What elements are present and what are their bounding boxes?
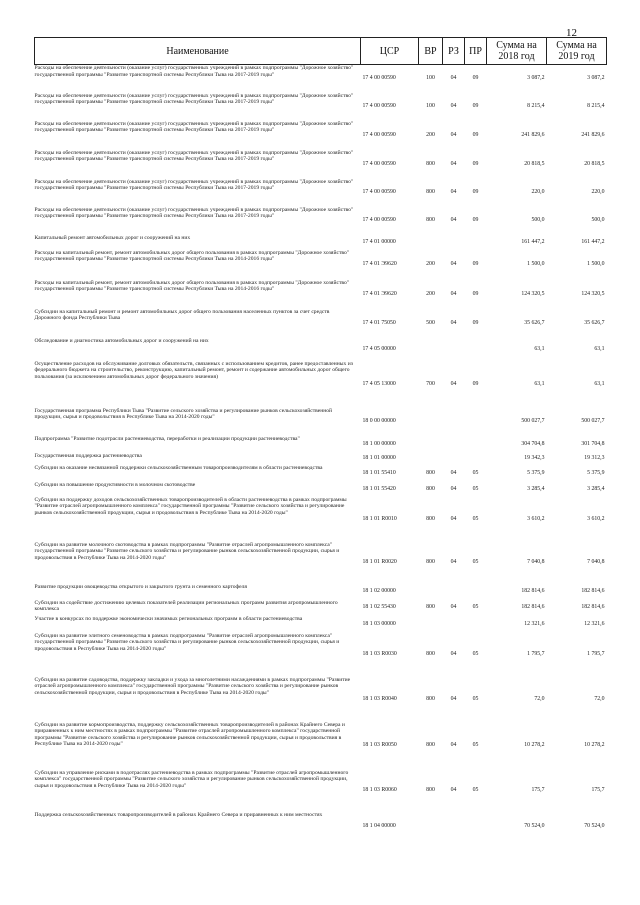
cell-vr bbox=[419, 408, 443, 436]
cell-sum-2018: 19 342,3 bbox=[524, 455, 545, 462]
cell-csr: 17 4 01 Э9620 bbox=[362, 290, 397, 297]
cell-csr: 17 4 00 00590 bbox=[362, 189, 396, 196]
cell-sum-2018: 20 818,5 bbox=[524, 160, 545, 167]
table-body bbox=[35, 65, 607, 842]
cell-name: Расходы на капитальный ремонт, ремонт автомобильных дорог общего пользования в рамках подпрограммы "Дорожное хозяйство" государственной программы "Развитие транспортной системы Республики Тыва на 2014-2016 годы" bbox=[34, 279, 350, 293]
cell-vr: 800 bbox=[426, 695, 435, 702]
cell-pr: 05 bbox=[472, 695, 479, 702]
cell-sum-2018: 1 795,7 bbox=[527, 651, 545, 658]
cell-rz: 04 bbox=[450, 469, 457, 476]
cell-rz: 04 bbox=[450, 103, 457, 110]
cell-csr: 17 4 00 00590 bbox=[362, 103, 396, 110]
cell-pr: 09 bbox=[472, 103, 479, 110]
cell-rz: 04 bbox=[450, 651, 457, 658]
cell-sum-2018: 124 320,5 bbox=[521, 290, 545, 297]
cell-sum-2018: 220,0 bbox=[531, 189, 545, 196]
cell-vr: 500 bbox=[426, 319, 435, 326]
cell-name: Субсидии на развитие кормопроизводства, поддержку сельскохозяйственных товаропроизводителей в районах Крайнего Севера и приравненных к ним местностях в рамках подпрограммы "Развитие отраслей агропромышленного комплекса" государственной программы "Развитие сельского хозяйства и регулирование рынков сельскохозяйственной продукции, сырья и продовольствия в Республике Тыва на 2014-2020 годы" bbox=[34, 721, 345, 748]
cell-vr: 800 bbox=[426, 160, 435, 167]
cell-sum-2018: 8 215,4 bbox=[527, 103, 545, 110]
cell-sum-2019: 241 829,6 bbox=[581, 131, 605, 138]
table-row bbox=[35, 453, 607, 465]
cell-name: Субсидии на развитие садоводства, поддержку закладки и ухода за многолетними насаждениями в рамках подпрограммы "Развитие отраслей агропромышленного комплекса" государственной программы "Развитие сельского хозяйства и регулирование рынков сельскохозяйственной продукции, сырья и продовольствия в Республике Тыва на 2014-2020 годы" bbox=[34, 676, 351, 696]
cell-rz: 04 bbox=[450, 604, 457, 611]
cell-name: Поддержка сельскохозяйственных товаропроизводителей в районах Крайнего Севера и приравненных к ним местностях bbox=[34, 811, 323, 818]
cell-sum-2019: 1 500,0 bbox=[587, 261, 605, 268]
cell-sum-2018: 175,7 bbox=[531, 787, 545, 794]
cell-sum-2019: 35 626,7 bbox=[584, 319, 605, 326]
cell-sum-2019: 70 524,0 bbox=[584, 823, 605, 830]
cell-name: Субсидии на развитие элитного семеноводства в рамках подпрограммы "Развитие отраслей агропромышленного комплекса" государственной программы "Развитие сельского хозяйства и регулирование рынков сельскохозяйственной продукции, сырья и продовольствия в Республике Тыва на 2014-2020 годы" bbox=[34, 632, 340, 652]
cell-sum-2018: 63,1 bbox=[534, 380, 545, 387]
cell-name: Субсидии на оказание несвязанной поддержки сельскохозяйственным товаропроизводителям в области растениеводства bbox=[34, 464, 323, 471]
cell-csr: 18 1 01 00000 bbox=[362, 455, 396, 462]
table-row bbox=[35, 280, 607, 309]
cell-rz: 04 bbox=[450, 742, 457, 749]
cell-sum-2018: 1 500,0 bbox=[527, 261, 545, 268]
cell-sum-2019: 19 312,3 bbox=[584, 455, 605, 462]
cell-csr: 17 4 01 00000 bbox=[362, 238, 396, 245]
cell-vr: 200 bbox=[426, 131, 435, 138]
cell-csr: 18 1 02 55430 bbox=[362, 604, 396, 611]
cell-sum-2018: 161 447,2 bbox=[521, 238, 545, 245]
cell-sum-2018: 72,0 bbox=[534, 695, 545, 702]
cell-csr: 18 1 03 R0060 bbox=[362, 787, 397, 794]
cell-name: Государственная поддержка растениеводства bbox=[34, 452, 142, 459]
cell-sum-2018: 500,0 bbox=[531, 217, 545, 224]
cell-pr bbox=[465, 235, 487, 250]
cell-name: Государственная программа Республики Тыва "Развитие сельского хозяйства и регулирование рынков сельскохозяйственной продукции, сырья и продовольствия в Республике Тыва на 2014-2020 годы" bbox=[34, 407, 333, 421]
cell-name: Расходы на обеспечение деятельности (оказание услуг) государственных учреждений в рамках подпрограммы "Дорожное хозяйство" государственной программы "Развитие транспортной системы Республики Тыва на 2017-2019 годы" bbox=[34, 120, 354, 134]
cell-name: Капитальный ремонт автомобильных дорог и сооружений на них bbox=[34, 234, 191, 241]
table-row bbox=[35, 93, 607, 121]
cell-sum-2019: 500 027,7 bbox=[581, 418, 605, 425]
table-row bbox=[35, 633, 607, 677]
table-row bbox=[35, 812, 607, 842]
cell-sum-2019: 12 321,6 bbox=[584, 620, 605, 627]
cell-rz: 04 bbox=[450, 131, 457, 138]
cell-vr bbox=[419, 584, 443, 600]
cell-csr: 18 1 01 R0010 bbox=[362, 515, 397, 522]
cell-rz bbox=[443, 812, 465, 842]
cell-rz: 04 bbox=[450, 290, 457, 297]
cell-vr bbox=[419, 812, 443, 842]
header-name: Наименование bbox=[35, 38, 361, 65]
cell-rz: 04 bbox=[450, 515, 457, 522]
cell-csr: 17 4 00 00590 bbox=[362, 75, 396, 82]
cell-sum-2019: 175,7 bbox=[591, 787, 605, 794]
header-vr: ВР bbox=[419, 38, 443, 65]
cell-vr: 200 bbox=[426, 261, 435, 268]
table-row bbox=[35, 465, 607, 482]
cell-name: Расходы на капитальный ремонт, ремонт автомобильных дорог общего пользования в рамках подпрограммы "Дорожное хозяйство" государственной программы "Развитие транспортной системы Республики Тыва на 2014-2016 годы" bbox=[34, 249, 350, 263]
cell-sum-2018: 12 321,6 bbox=[524, 620, 545, 627]
cell-pr: 09 bbox=[472, 261, 479, 268]
cell-sum-2019: 10 278,2 bbox=[584, 742, 605, 749]
cell-vr: 100 bbox=[426, 75, 435, 82]
cell-csr: 18 1 01 55410 bbox=[362, 469, 396, 476]
cell-sum-2019: 63,1 bbox=[594, 345, 605, 352]
table-row bbox=[35, 309, 607, 338]
cell-sum-2019: 301 704,8 bbox=[581, 440, 605, 447]
cell-pr bbox=[465, 338, 487, 361]
cell-pr: 09 bbox=[472, 160, 479, 167]
cell-pr: 05 bbox=[472, 787, 479, 794]
cell-sum-2019: 500,0 bbox=[591, 217, 605, 224]
cell-vr: 800 bbox=[426, 787, 435, 794]
cell-vr: 800 bbox=[426, 651, 435, 658]
table-row bbox=[35, 361, 607, 408]
cell-rz: 04 bbox=[450, 75, 457, 82]
cell-name: Субсидии на развитие молочного скотоводства в рамках подпрограммы "Развитие отраслей агропромышленного комплекса" государственной программы "Развитие сельского хозяйства и регулирование рынков сельскохозяйственной продукции, сырья и продовольствия в Республике Тыва на 2014-2020 годы" bbox=[34, 541, 340, 561]
cell-pr: 05 bbox=[472, 651, 479, 658]
cell-csr: 17 4 00 00590 bbox=[362, 131, 396, 138]
cell-name: Подпрограмма "Развитие подотрасли растениеводства, переработки и реализации продукции растениеводства" bbox=[34, 435, 300, 442]
cell-csr: 18 1 00 00000 bbox=[362, 440, 396, 447]
cell-csr: 18 1 01 55420 bbox=[362, 485, 396, 492]
cell-sum-2019: 63,1 bbox=[594, 380, 605, 387]
cell-vr bbox=[419, 453, 443, 465]
cell-pr bbox=[465, 812, 487, 842]
table-row bbox=[35, 497, 607, 542]
cell-vr: 100 bbox=[426, 103, 435, 110]
table-header-row bbox=[35, 38, 607, 65]
cell-sum-2018: 10 278,2 bbox=[524, 742, 545, 749]
cell-vr bbox=[419, 616, 443, 633]
cell-rz bbox=[443, 584, 465, 600]
cell-rz bbox=[443, 453, 465, 465]
cell-sum-2019: 20 818,5 bbox=[584, 160, 605, 167]
cell-pr bbox=[465, 408, 487, 436]
cell-rz bbox=[443, 616, 465, 633]
cell-sum-2018: 3 610,2 bbox=[527, 515, 545, 522]
cell-rz: 04 bbox=[450, 695, 457, 702]
cell-vr: 800 bbox=[426, 485, 435, 492]
cell-csr: 17 4 01 Э9620 bbox=[362, 261, 397, 268]
cell-sum-2018: 241 829,6 bbox=[521, 131, 545, 138]
cell-sum-2019: 3 285,4 bbox=[587, 485, 605, 492]
cell-rz: 04 bbox=[450, 787, 457, 794]
cell-rz: 04 bbox=[450, 559, 457, 566]
cell-pr: 09 bbox=[472, 131, 479, 138]
cell-vr bbox=[419, 436, 443, 453]
table-row bbox=[35, 482, 607, 497]
table-row bbox=[35, 408, 607, 436]
table-row bbox=[35, 436, 607, 453]
cell-pr: 09 bbox=[472, 75, 479, 82]
cell-sum-2019: 8 215,4 bbox=[587, 103, 605, 110]
cell-sum-2019: 5 375,9 bbox=[587, 469, 605, 476]
cell-pr: 09 bbox=[472, 189, 479, 196]
cell-rz: 04 bbox=[450, 217, 457, 224]
table-row bbox=[35, 600, 607, 616]
cell-sum-2018: 63,1 bbox=[534, 345, 545, 352]
cell-csr: 18 1 01 R0020 bbox=[362, 559, 397, 566]
table-row bbox=[35, 250, 607, 280]
cell-sum-2018: 182 814,6 bbox=[521, 588, 545, 595]
cell-rz: 04 bbox=[450, 261, 457, 268]
cell-csr: 18 1 03 R0050 bbox=[362, 742, 397, 749]
budget-table bbox=[34, 37, 607, 842]
cell-sum-2019: 182 814,6 bbox=[581, 588, 605, 595]
table-row bbox=[35, 722, 607, 770]
table-row bbox=[35, 542, 607, 584]
cell-sum-2019: 182 814,6 bbox=[581, 604, 605, 611]
table-row bbox=[35, 616, 607, 633]
table-row bbox=[35, 179, 607, 207]
cell-sum-2018: 3 087,2 bbox=[527, 75, 545, 82]
cell-csr: 18 1 03 00000 bbox=[362, 620, 396, 627]
cell-sum-2019: 220,0 bbox=[591, 189, 605, 196]
header-pr: ПР bbox=[465, 38, 487, 65]
header-csr: ЦСР bbox=[361, 38, 419, 65]
cell-name: Субсидии на капитальный ремонт и ремонт автомобильных дорог общего пользования населенных пунктов за счет средств Дорожного фонда Республики Тыва bbox=[34, 308, 330, 322]
cell-sum-2018: 3 285,4 bbox=[527, 485, 545, 492]
cell-vr: 200 bbox=[426, 290, 435, 297]
cell-vr: 800 bbox=[426, 217, 435, 224]
cell-csr: 18 1 03 R0030 bbox=[362, 651, 397, 658]
cell-name: Субсидии на управление рисками в подотраслях растениеводства в рамках подпрограммы "Развитие отраслей агропромышленного комплекса" государственной программы "Развитие сельского хозяйства и регулирование рынков сельскохозяйственной продукции, сырья и продовольствия в Республике Тыва на 2014-2020 годы" bbox=[34, 769, 349, 789]
table-row bbox=[35, 677, 607, 722]
cell-name: Субсидии на поддержку доходов сельскохозяйственных товаропроизводителей в области растениеводства в рамках подпрограммы "Развитие отраслей агропромышленного комплекса" государственной программы "Развитие сельского хозяйства и регулирование рынков сельскохозяйственной продукции, сырья и продовольствия в Республике Тыва на 2014-2020 годы" bbox=[34, 496, 347, 516]
cell-pr bbox=[465, 436, 487, 453]
cell-csr: 17 4 05 13000 bbox=[362, 380, 396, 387]
header-sum-2018: Сумма на 2018 год bbox=[487, 38, 547, 65]
cell-pr: 09 bbox=[472, 319, 479, 326]
header-rz: РЗ bbox=[443, 38, 465, 65]
cell-rz: 04 bbox=[450, 485, 457, 492]
cell-vr: 800 bbox=[426, 742, 435, 749]
cell-csr: 18 0 00 00000 bbox=[362, 418, 396, 425]
cell-sum-2018: 5 375,9 bbox=[527, 469, 545, 476]
cell-sum-2019: 124 320,5 bbox=[581, 290, 605, 297]
cell-sum-2018: 182 814,6 bbox=[521, 604, 545, 611]
cell-pr: 09 bbox=[472, 290, 479, 297]
table-row bbox=[35, 207, 607, 235]
cell-sum-2018: 500 027,7 bbox=[521, 418, 545, 425]
cell-vr: 800 bbox=[426, 559, 435, 566]
cell-vr bbox=[419, 235, 443, 250]
cell-rz: 04 bbox=[450, 189, 457, 196]
cell-csr: 17 4 05 00000 bbox=[362, 345, 396, 352]
cell-pr: 05 bbox=[472, 604, 479, 611]
cell-vr: 800 bbox=[426, 604, 435, 611]
cell-name: Расходы на обеспечение деятельности (оказание услуг) государственных учреждений в рамках подпрограммы "Дорожное хозяйство" государственной программы "Развитие транспортной системы Республики Тыва на 2017-2019 годы" bbox=[34, 65, 354, 78]
cell-name: Субсидии на повышение продуктивности в молочном скотоводстве bbox=[34, 481, 196, 488]
cell-csr: 17 4 00 00590 bbox=[362, 160, 396, 167]
table-row bbox=[35, 770, 607, 812]
cell-pr: 09 bbox=[472, 380, 479, 387]
cell-csr: 18 1 03 R0040 bbox=[362, 695, 397, 702]
cell-sum-2018: 35 626,7 bbox=[524, 319, 545, 326]
cell-sum-2019: 7 040,8 bbox=[587, 559, 605, 566]
cell-name: Развитие продукции овощеводства открытого и закрытого грунта и семенного картофеля bbox=[34, 583, 247, 590]
cell-sum-2019: 3 610,2 bbox=[587, 515, 605, 522]
cell-name: Осуществление расходов на обслуживание долговых обязательств, связанных с использованием кредитов, ранее предоставленных из федерального бюджета на строительство, реконструкцию, капитальный ремонт, ремонт и содержание автомобильных дорог общего пользования (за исключением автомобильных дорог федерального значения) bbox=[34, 360, 353, 380]
cell-name: Расходы на обеспечение деятельности (оказание услуг) государственных учреждений в рамках подпрограммы "Дорожное хозяйство" государственной программы "Развитие транспортной системы Республики Тыва на 2017-2019 годы" bbox=[34, 92, 354, 106]
cell-vr: 700 bbox=[426, 380, 435, 387]
cell-vr: 800 bbox=[426, 189, 435, 196]
cell-pr bbox=[465, 453, 487, 465]
cell-sum-2019: 72,0 bbox=[594, 695, 605, 702]
cell-name: Расходы на обеспечение деятельности (оказание услуг) государственных учреждений в рамках подпрограммы "Дорожное хозяйство" государственной программы "Развитие транспортной системы Республики Тыва на 2017-2019 годы" bbox=[34, 149, 354, 163]
header-sum-2019: Сумма на 2019 год bbox=[547, 38, 607, 65]
cell-vr: 800 bbox=[426, 469, 435, 476]
cell-pr: 05 bbox=[472, 559, 479, 566]
cell-sum-2018: 304 704,8 bbox=[521, 440, 545, 447]
table-row bbox=[35, 121, 607, 150]
cell-rz: 04 bbox=[450, 380, 457, 387]
cell-pr: 05 bbox=[472, 469, 479, 476]
cell-sum-2019: 3 087,2 bbox=[587, 75, 605, 82]
cell-vr bbox=[419, 338, 443, 361]
page-number: 12 bbox=[566, 27, 577, 39]
cell-sum-2019: 1 795,7 bbox=[587, 651, 605, 658]
cell-rz bbox=[443, 235, 465, 250]
table-row bbox=[35, 150, 607, 179]
cell-name: Участие в конкурсах по поддержке экономически значимых региональных программ в области растениеводства bbox=[34, 615, 303, 622]
cell-rz bbox=[443, 408, 465, 436]
cell-pr: 09 bbox=[472, 217, 479, 224]
cell-pr bbox=[465, 584, 487, 600]
cell-sum-2019: 161 447,2 bbox=[581, 238, 605, 245]
cell-pr: 05 bbox=[472, 515, 479, 522]
cell-rz bbox=[443, 436, 465, 453]
cell-csr: 18 1 02 00000 bbox=[362, 588, 396, 595]
table-row bbox=[35, 584, 607, 600]
cell-name: Обследование и диагностика автомобильных дорог и сооружений на них bbox=[34, 337, 209, 344]
cell-rz: 04 bbox=[450, 319, 457, 326]
cell-csr: 17 4 00 00590 bbox=[362, 217, 396, 224]
cell-rz: 04 bbox=[450, 160, 457, 167]
cell-pr bbox=[465, 616, 487, 633]
cell-vr: 800 bbox=[426, 515, 435, 522]
cell-csr: 18 1 04 00000 bbox=[362, 823, 396, 830]
cell-sum-2018: 70 524,0 bbox=[524, 823, 545, 830]
cell-sum-2018: 7 040,8 bbox=[527, 559, 545, 566]
cell-rz bbox=[443, 338, 465, 361]
cell-csr: 17 4 01 75050 bbox=[362, 319, 396, 326]
cell-name: Расходы на обеспечение деятельности (оказание услуг) государственных учреждений в рамках подпрограммы "Дорожное хозяйство" государственной программы "Развитие транспортной системы Республики Тыва на 2017-2019 годы" bbox=[34, 178, 354, 192]
cell-name: Расходы на обеспечение деятельности (оказание услуг) государственных учреждений в рамках подпрограммы "Дорожное хозяйство" государственной программы "Развитие транспортной системы Республики Тыва на 2017-2019 годы" bbox=[34, 206, 354, 220]
cell-pr: 05 bbox=[472, 742, 479, 749]
table-row bbox=[35, 65, 607, 93]
table-row bbox=[35, 235, 607, 250]
cell-pr: 05 bbox=[472, 485, 479, 492]
table-row bbox=[35, 338, 607, 361]
cell-name: Субсидии на содействие достижению целевых показателей реализации региональных программ развития агропромышленного комплекса bbox=[34, 599, 338, 613]
